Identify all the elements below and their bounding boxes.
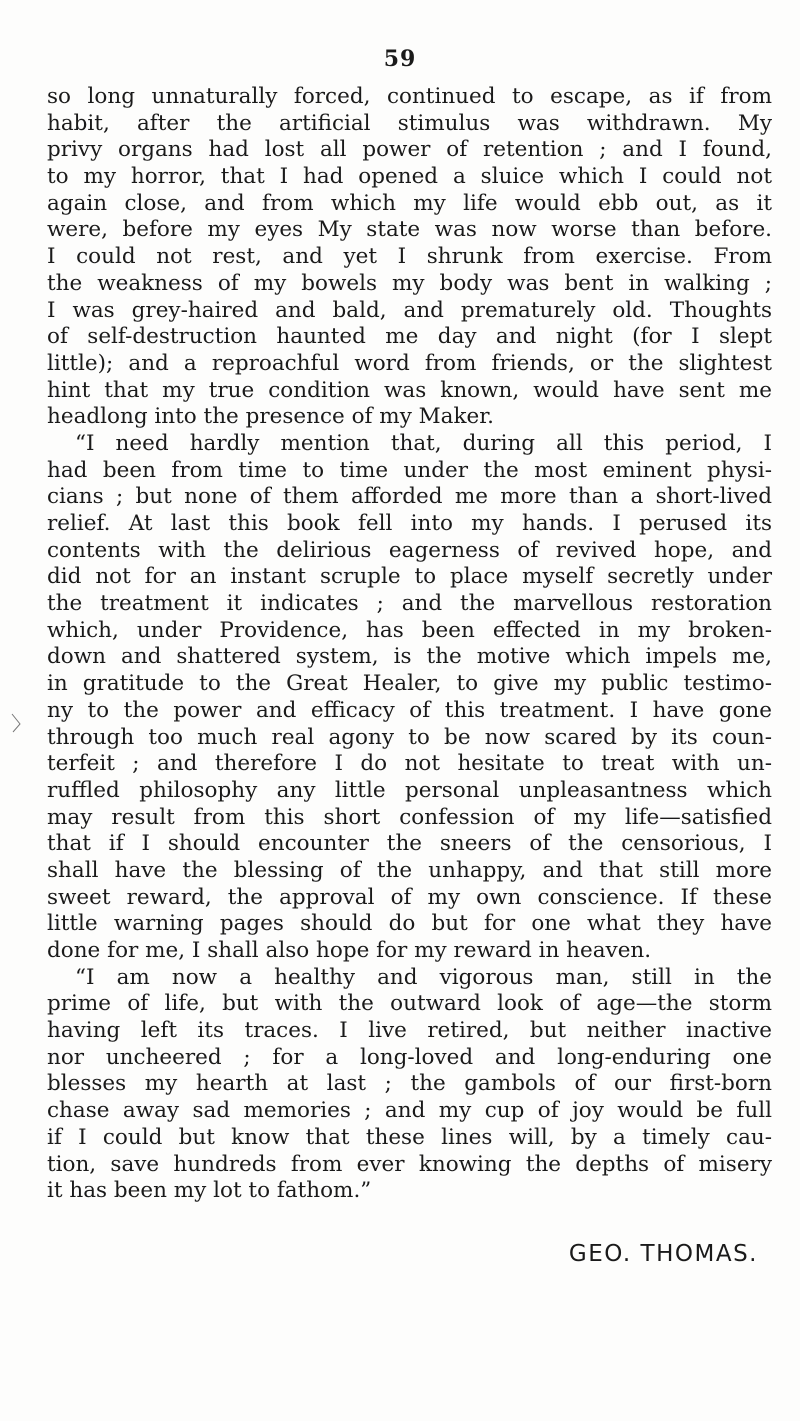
text-line: contents with the delirious eagerness of revived hope, and: [47, 537, 772, 563]
text-line: I was grey-haired and bald, and prematurely old. Thoughts: [47, 297, 772, 323]
text-line: in gratitude to the Great Healer, to give my public testimo-: [47, 671, 772, 697]
text-line: of self-destruction haunted me day and night (for I slept: [47, 324, 772, 350]
text-line: privy organs had lost all power of retention ; and I found,: [47, 137, 772, 163]
text-line: hint that my true condition was known, would have sent me: [47, 377, 772, 403]
text-line: which, under Providence, has been effected in my broken-: [47, 617, 772, 643]
text-line: little warning pages should do but for one what they have: [47, 911, 772, 937]
text-line: having left its traces. I live retired, but neither inactive: [47, 1018, 772, 1044]
text-line: may result from this short confession of my life—satisfied: [47, 804, 772, 830]
body-text: [47, 84, 772, 1205]
text-line: did not for an instant scruple to place myself secretly under: [47, 564, 772, 590]
text-line: little); and a reproachful word from friends, or the slightest: [47, 350, 772, 376]
text-line: I could not rest, and yet I shrunk from exercise. From: [47, 244, 772, 270]
text-line: cians ; but none of them afforded me more than a short-lived: [47, 484, 772, 510]
text-line: so long unnaturally forced, continued to escape, as if from: [47, 84, 772, 109]
text-line: had been from time to time under the most eminent physi-: [47, 457, 772, 483]
text-line: ruffled philosophy any little personal unpleasantness which: [47, 777, 772, 803]
signature: GEO. THOMAS.: [568, 1241, 758, 1267]
text-line: through too much real agony to be now scared by its coun-: [47, 724, 772, 750]
text-line: chase away sad memories ; and my cup of joy would be full: [47, 1098, 772, 1124]
text-line: down and shattered system, is the motive which impels me,: [47, 644, 772, 670]
text-line: prime of life, but with the outward look of age—the storm: [47, 991, 772, 1017]
text-line: tion, save hundreds from ever knowing the depths of misery: [47, 1151, 772, 1177]
text-line: habit, after the artificial stimulus was withdrawn. My: [47, 110, 772, 136]
text-line: again close, and from which my life would ebb out, as it: [47, 190, 772, 216]
text-line: headlong into the presence of my Maker.: [47, 404, 495, 430]
text-line: that if I should encounter the sneers of the censorious, I: [47, 831, 772, 857]
text-line: shall have the blessing of the unhappy, and that still more: [47, 857, 772, 883]
page-number: 59: [383, 46, 417, 72]
text-line: blesses my hearth at last ; the gambols of our first-born: [47, 1071, 772, 1097]
text-line: sweet reward, the approval of my own conscience. If these: [47, 884, 772, 910]
text-line: the weakness of my bowels my body was bent in walking ;: [47, 270, 772, 296]
text-line: it has been my lot to fathom.”: [47, 1178, 372, 1204]
text-line: if I could but know that these lines will, by a timely cau-: [47, 1124, 772, 1150]
text-line: the treatment it indicates ; and the marvellous restoration: [47, 591, 772, 617]
text-line: to my horror, that I had opened a sluice which I could not: [47, 164, 772, 190]
text-line: were, before my eyes My state was now worse than before.: [47, 217, 772, 243]
text-line: terfeit ; and therefore I do not hesitate to treat with un-: [47, 751, 772, 777]
text-line: nor uncheered ; for a long-loved and long-enduring one: [47, 1044, 772, 1070]
margin-mark-icon: [8, 712, 26, 734]
text-line: “I am now a healthy and vigorous man, still in the: [75, 964, 772, 990]
text-line: ny to the power and efficacy of this treatment. I have gone: [47, 697, 772, 723]
text-line: “I need hardly mention that, during all this period, I: [75, 430, 772, 456]
text-line: done for me, I shall also hope for my reward in heaven.: [47, 938, 652, 963]
text-line: relief. At last this book fell into my hands. I perused its: [47, 511, 772, 536]
